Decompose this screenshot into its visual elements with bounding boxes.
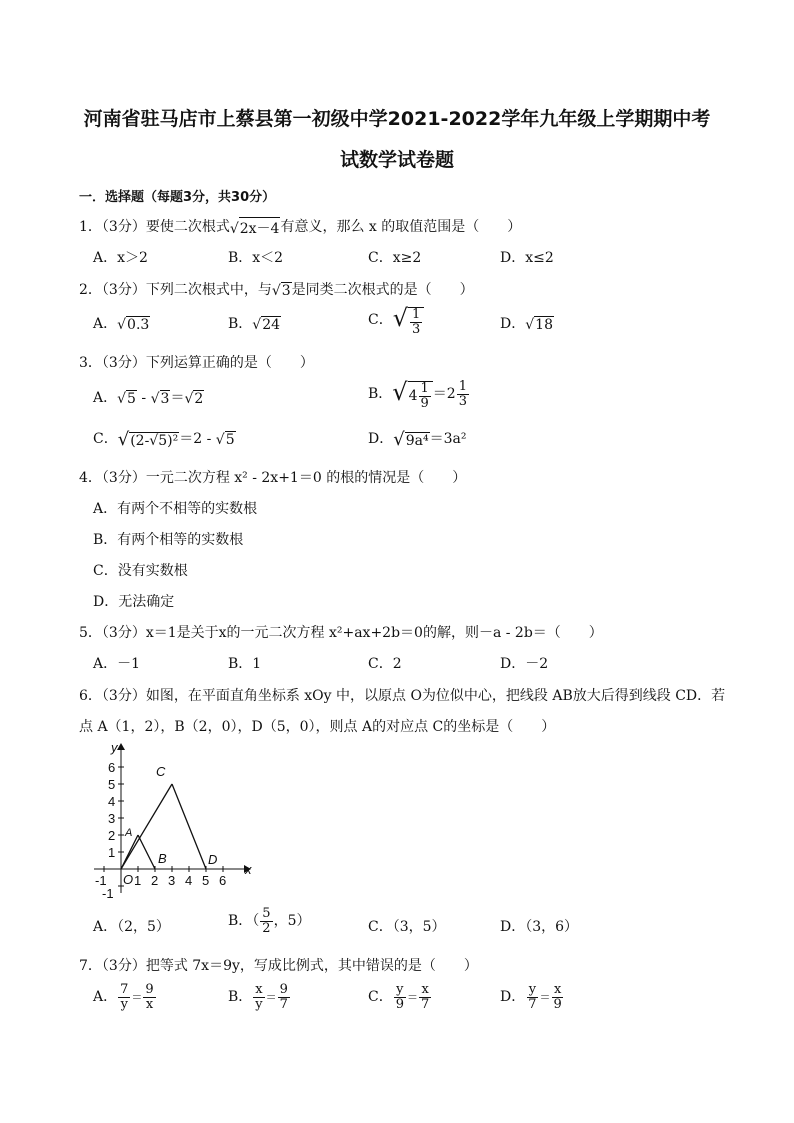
q2-radical: √3 — [271, 282, 291, 299]
q3-option-b[interactable]: B．√4 $\frac{1}{9}$ ＝2 $\frac{1}{3}$ — [368, 378, 467, 411]
x-tick-label: 2 — [151, 873, 159, 888]
point-B-label: B — [158, 851, 167, 866]
q1-stem-post: 有意义，那么 x 的取值范围是（ ） — [280, 219, 522, 235]
q5-option-b[interactable]: B．1 — [228, 656, 262, 672]
origin-label: O — [123, 872, 134, 887]
q3-option-a[interactable]: A．√5 - √3＝√2 — [93, 390, 204, 407]
y-tick-label: 6 — [108, 760, 116, 775]
q3-option-d[interactable]: D．√9a⁴＝3a² — [368, 428, 467, 450]
q6-option-a[interactable]: A．（2，5） — [93, 919, 170, 935]
q4-option-b[interactable]: B．有两个相等的实数根 — [93, 532, 244, 548]
segment-CD — [172, 784, 206, 869]
q1-stem-pre: 1．（3分）要使二次根式 — [79, 219, 230, 235]
q2-option-b[interactable]: B．√24 — [228, 316, 281, 333]
q4-option-d[interactable]: D．无法确定 — [93, 594, 175, 610]
q7-option-d[interactable]: D． $\frac{y}{7}$ ＝ $\frac{x}{9}$ — [500, 982, 562, 1012]
question-5: 5．（3分）x＝1是关于x的一元二次方程 x²+ax+2b＝0的解，则－a - 2b＝（ ） — [79, 625, 603, 641]
q2-stem-post: 是同类二次根式的是（ ） — [291, 282, 474, 298]
section-heading: 一．选择题（每题3分，共30分） — [79, 190, 276, 205]
q6-option-b[interactable]: B．（ $\frac{5}{2}$ ，5） — [228, 906, 311, 936]
q1-radical: √2x－4 — [230, 217, 281, 238]
question-3: 3．（3分）下列运算正确的是（ ） — [79, 355, 314, 371]
q7-option-a[interactable]: A． $\frac{7}{y}$ ＝ $\frac{9}{x}$ — [93, 982, 154, 1012]
x-tick-label: 1 — [134, 873, 142, 888]
q5-option-d[interactable]: D．－2 — [500, 656, 549, 672]
point-A-label: A — [125, 827, 133, 839]
q1-option-c[interactable]: C．x≥2 — [368, 250, 422, 266]
x-tick-label: 5 — [202, 873, 210, 888]
page-title-continued: 试数学试卷题 — [339, 149, 454, 171]
y-tick-label: 5 — [108, 777, 116, 792]
q4-option-c[interactable]: C．没有实数根 — [93, 563, 188, 579]
q1-option-d[interactable]: D．x≤2 — [500, 250, 554, 266]
q2-option-a[interactable]: A．√0.3 — [93, 316, 150, 333]
point-D-label: D — [208, 852, 218, 867]
q1-option-b[interactable]: B．x＜2 — [228, 250, 284, 266]
y-axis-arrow — [117, 743, 125, 750]
q7-option-c[interactable]: C． $\frac{y}{9}$ ＝ $\frac{x}{7}$ — [368, 982, 430, 1012]
question-6-line-2: 点 A（1，2），B（2，0），D（5，0），则点 A的对应点 C的坐标是（ ） — [79, 719, 556, 735]
page-title: 河南省驻马店市上蔡县第一初级中学2021-2022学年九年级上学期期中考 — [83, 108, 711, 130]
question-1 — [79, 216, 521, 238]
segment-AB — [138, 835, 155, 869]
x-tick-label: 4 — [185, 873, 193, 888]
q1-option-a[interactable]: A．x＞2 — [93, 250, 148, 266]
y-tick-label: 2 — [108, 828, 116, 843]
y-tick-label: 1 — [108, 845, 116, 860]
q5-option-c[interactable]: C．2 — [368, 656, 402, 672]
y-tick-label: -1 — [102, 886, 114, 900]
q2-stem-pre: 2．（3分）下列二次根式中，与 — [79, 282, 272, 298]
q4-option-a[interactable]: A．有两个不相等的实数根 — [93, 501, 258, 517]
y-tick-label: 3 — [108, 811, 116, 826]
question-4: 4．（3分）一元二次方程 x² - 2x+1＝0 的根的情况是（ ） — [79, 470, 467, 486]
x-tick-label: 3 — [168, 873, 176, 888]
q2-option-c[interactable]: C．√ $\frac{1}{3}$ — [368, 304, 424, 336]
q7-option-b[interactable]: B． $\frac{x}{y}$ ＝ $\frac{9}{7}$ — [228, 982, 288, 1012]
coordinate-figure — [88, 740, 258, 900]
y-tick-label: 4 — [108, 794, 116, 809]
q5-option-a[interactable]: A．－1 — [93, 656, 141, 672]
point-C-label: C — [156, 764, 166, 779]
question-7: 7．（3分）把等式 7x＝9y，写成比例式，其中错误的是（ ） — [79, 958, 478, 974]
q6-option-d[interactable]: D．（3，6） — [500, 919, 579, 935]
q2-option-d[interactable]: D．√18 — [500, 316, 553, 333]
question-2 — [79, 279, 474, 299]
q6-option-c[interactable]: C．（3，5） — [368, 919, 446, 935]
y-axis-label: y — [111, 740, 118, 755]
q3-option-c[interactable]: C．√(2-√5)²＝2 - √5 — [93, 428, 235, 450]
x-tick-label: -1 — [95, 873, 107, 888]
x-tick-label: 6 — [219, 873, 227, 888]
question-6-line-1: 6．（3分）如图，在平面直角坐标系 xOy 中，以原点 O为位似中心，把线段 AB放大后得到线段 CD．若 — [79, 688, 726, 704]
x-axis-label: x — [245, 862, 252, 877]
